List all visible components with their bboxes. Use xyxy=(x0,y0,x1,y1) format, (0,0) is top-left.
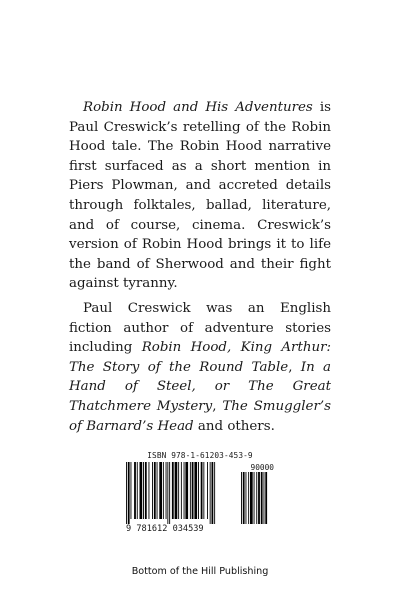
barcode-addon-bar xyxy=(243,472,245,524)
barcode-bar xyxy=(198,462,199,519)
back-cover-blurb xyxy=(69,98,331,436)
barcode-addon-bar xyxy=(248,472,249,524)
barcode-bar xyxy=(178,462,179,519)
barcode-bar xyxy=(207,462,208,519)
blurb-paragraph-1 xyxy=(69,98,331,294)
price-code: 90000 xyxy=(250,463,274,472)
barcode-bar xyxy=(137,462,138,519)
barcode-bar xyxy=(201,462,203,519)
blurb-paragraph-2 xyxy=(69,299,331,436)
barcode-bar xyxy=(175,462,178,519)
barcode-bar xyxy=(154,462,156,519)
barcode-bar xyxy=(131,462,132,519)
barcode-bar xyxy=(145,462,147,519)
barcode-bar xyxy=(185,462,188,519)
barcode-addon-bar xyxy=(264,472,265,524)
barcode-bar xyxy=(157,462,158,519)
ean-digits: 9 781612 034539 xyxy=(126,524,204,534)
barcode-bar xyxy=(128,462,130,524)
barcode-bar xyxy=(214,462,215,524)
barcode-bar xyxy=(172,462,174,519)
barcode-bar xyxy=(159,462,162,519)
barcode-bar xyxy=(126,462,127,524)
barcode-bar xyxy=(181,462,182,519)
barcode-bar xyxy=(169,462,170,524)
book-title: Robin Hood and His Adventures xyxy=(83,100,313,115)
barcode-bar xyxy=(152,462,153,519)
barcode-bar xyxy=(212,462,214,524)
barcode-bar xyxy=(203,462,204,519)
barcode-addon-bar xyxy=(256,472,257,524)
barcode-bar xyxy=(143,462,144,519)
barcode-bar xyxy=(140,462,143,519)
barcode-bar xyxy=(184,462,185,519)
barcode-bar xyxy=(167,462,168,524)
separator: , xyxy=(288,359,301,375)
publisher-name: Bottom of the Hill Publishing xyxy=(131,566,269,577)
barcode-bar xyxy=(149,462,150,519)
barcode-bar xyxy=(210,462,211,524)
work-title-1: Robin Hood, King Arthur: The Story of the Round Table xyxy=(69,340,331,375)
barcode-bar xyxy=(166,462,167,519)
barcode-bar xyxy=(134,462,136,519)
blurb-paragraph-1-text: is Paul Creswick’s retelling of the Robin Hood tale. The Robin Hood narrative first surfaced as a short mention in Piers Plowman, and accreted details through folktales, ballad, literature, and of course, cinema. Creswick’s version of Robin Hood brings it to life the band of Sherwood and their fight against tyranny. xyxy=(69,100,331,292)
barcode-bar xyxy=(192,462,194,519)
barcode-addon-bar xyxy=(258,472,260,524)
separator: , xyxy=(212,398,223,414)
barcode-bar xyxy=(190,462,191,519)
barcode-bar xyxy=(163,462,164,519)
barcode-addon-bar xyxy=(241,472,242,524)
barcode-bar xyxy=(194,462,197,519)
barcode-addon-bar xyxy=(250,472,253,524)
work-title-3: The Smuggler’s of Barnard’s Head xyxy=(69,398,331,434)
work-title-2: In a Hand of Steel, or The Great Thatchmere Mystery xyxy=(69,359,331,414)
author-outro-text: and others. xyxy=(193,418,275,434)
isbn-label: ISBN 978-1-61203-453-9 xyxy=(147,451,253,460)
author-intro-text: Paul Creswick was an English fiction author of adventure stories including xyxy=(69,300,331,356)
barcode-addon-bar xyxy=(261,472,263,524)
isbn-barcode-block xyxy=(126,451,274,539)
barcode-addon-bar xyxy=(265,472,267,524)
barcode-addon-bar xyxy=(254,472,255,524)
barcode-addon-bar xyxy=(246,472,247,524)
